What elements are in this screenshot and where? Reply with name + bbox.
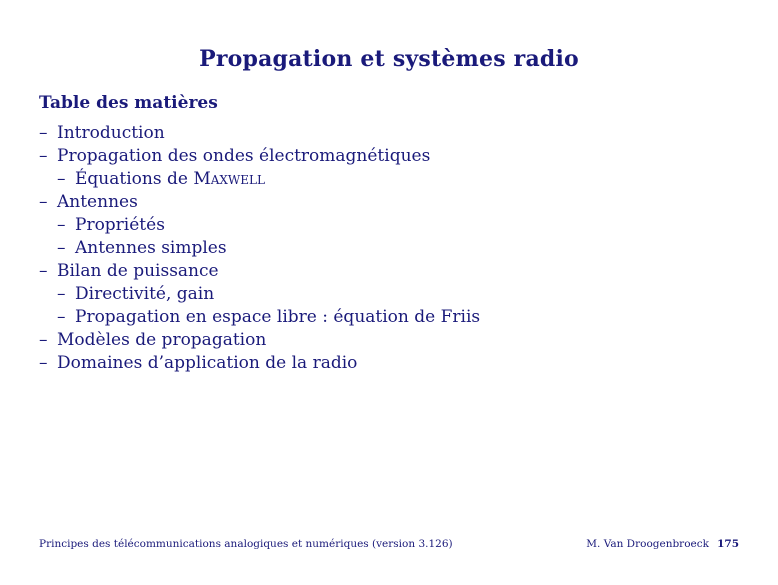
toc-item-domaines-application [39, 352, 480, 375]
toc-item-label-prefix: Équations de [75, 169, 194, 189]
toc-item-label: Antennes simples [75, 238, 227, 258]
toc-item-label: Bilan de puissance [57, 261, 219, 281]
toc-item-antennes [39, 191, 480, 214]
toc-item-modeles-propagation [39, 329, 480, 352]
toc-item-label-smallcaps: Maxwell [193, 169, 265, 189]
footer-course-title: Principes des télécommunications analogiques et numériques (version 3.126) [39, 538, 453, 550]
toc-item-label: Propriétés [75, 215, 165, 235]
toc-item-label: Modèles de propagation [57, 330, 267, 350]
footer-author: M. Van Droogenbroeck [586, 538, 709, 550]
toc-dash: – [57, 215, 66, 235]
toc-item-label: Introduction [57, 123, 165, 143]
toc-subitem-directivite-gain [39, 283, 480, 306]
toc-subitem-antennes-simples [39, 237, 480, 260]
toc-dash: – [39, 192, 48, 212]
toc-dash: – [57, 238, 66, 258]
table-of-contents [39, 122, 480, 375]
toc-item-label: Propagation en espace libre : équation de Friis [75, 307, 481, 327]
toc-dash: – [57, 284, 66, 304]
toc-dash: – [57, 169, 66, 189]
toc-item-label: Domaines d’application de la radio [57, 353, 358, 373]
toc-dash: – [39, 146, 48, 166]
toc-subitem-equations-maxwell [39, 168, 480, 191]
toc-subitem-espace-libre-friis [39, 306, 480, 329]
page-number: 175 [717, 538, 739, 550]
toc-subitem-proprietes [39, 214, 480, 237]
slide-title: Propagation et systèmes radio [199, 46, 579, 72]
toc-item-label: Antennes [57, 192, 138, 212]
toc-dash: – [39, 330, 48, 350]
toc-dash: – [39, 353, 48, 373]
toc-item-bilan-puissance [39, 260, 480, 283]
section-heading: Table des matières [39, 93, 218, 113]
toc-dash: – [39, 261, 48, 281]
toc-dash: – [57, 307, 66, 327]
toc-item-label: Directivité, gain [75, 284, 215, 304]
toc-item-label: Propagation des ondes électromagnétiques [57, 146, 431, 166]
toc-dash: – [39, 123, 48, 143]
toc-item-propagation-ondes [39, 145, 480, 168]
toc-item-introduction [39, 122, 480, 145]
